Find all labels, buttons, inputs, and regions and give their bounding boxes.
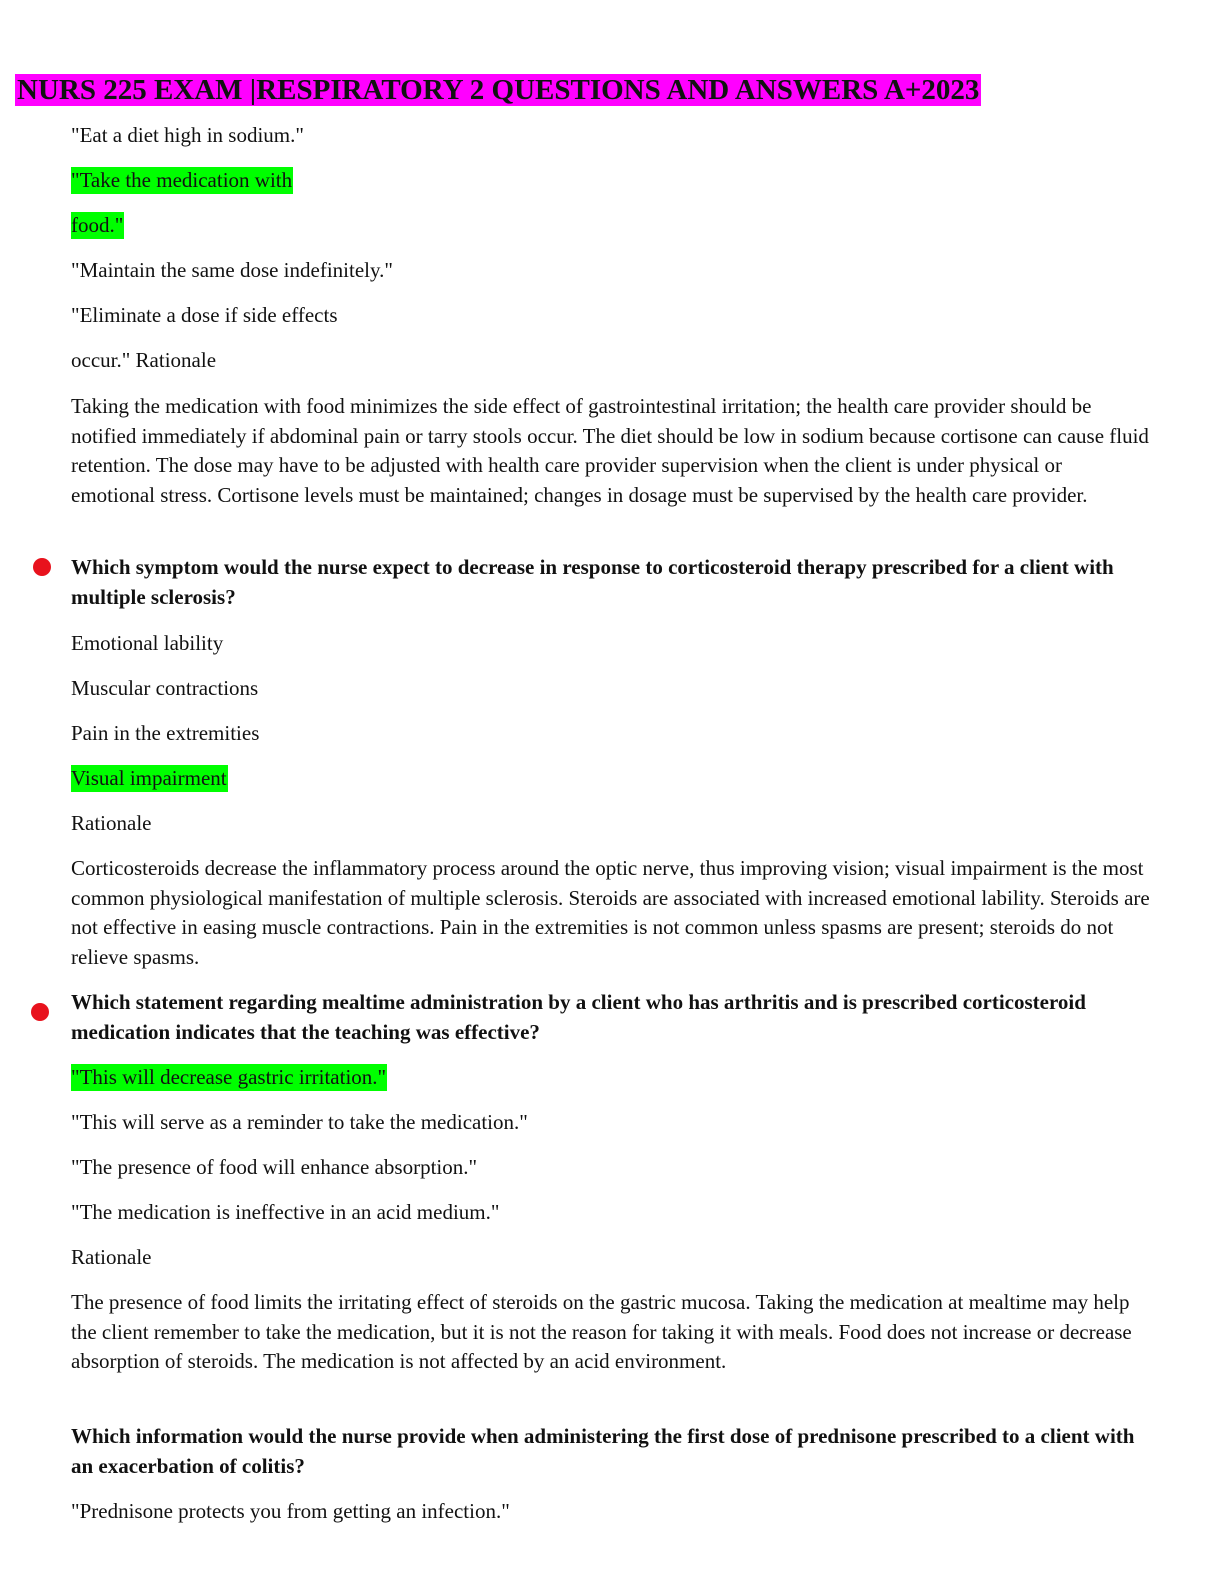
rationale-text: Taking the medication with food minimizes the side effect of gastrointestinal irritation; the health care provider should be notified immediately if abdominal pain or tarry stools occur. The diet should be low in sodium because cortisone can cause fluid retention. The dose may have to be adjusted with health care provider supervision when the client is under physical or emotional stress. Cortisone levels must be maintained; changes in dosage must be supervised by the health care provider. (71, 394, 1149, 507)
answer-option-correct: "This will decrease gastric irritation." (71, 1065, 387, 1089)
red-dot-icon (33, 558, 51, 576)
answer-option: Muscular contractions (71, 676, 259, 700)
answer-option: "Maintain the same dose indefinitely." (71, 258, 393, 282)
rationale-label: Rationale (71, 811, 152, 835)
answer-option: "Prednisone protects you from getting an infection." (71, 1499, 510, 1523)
answer-option-correct: "Take the medication with (71, 168, 293, 192)
answer-option-correct: food." (71, 213, 124, 237)
question-text: Which statement regarding mealtime administration by a client who has arthritis and is prescribed corticosteroid medication indicates that the teaching was effective? (71, 990, 1086, 1044)
rationale-label: Rationale (71, 1245, 152, 1269)
answer-option: Pain in the extremities (71, 721, 260, 745)
answer-option: "The presence of food will enhance absorption." (71, 1155, 478, 1179)
question-text: Which information would the nurse provide when administering the first dose of prednisone prescribed to a client with an exacerbation of colitis? (71, 1424, 1135, 1478)
question-text: Which symptom would the nurse expect to decrease in response to corticosteroid therapy prescribed for a client with multiple sclerosis? (71, 555, 1114, 609)
answer-option: "Eat a diet high in sodium." (71, 123, 304, 147)
answer-option-correct: Visual impairment (71, 766, 227, 790)
answer-option: Emotional lability (71, 631, 224, 655)
answer-option: "Eliminate a dose if side effects (71, 303, 338, 327)
answer-option: "This will serve as a reminder to take the medication." (71, 1110, 528, 1134)
document-title: NURS 225 EXAM |RESPIRATORY 2 QUESTIONS AND ANSWERS A+2023 (17, 74, 980, 106)
answer-option: occur." Rationale (71, 348, 217, 372)
answer-option: "The medication is ineffective in an acid medium." (71, 1200, 500, 1224)
rationale-text: The presence of food limits the irritating effect of steroids on the gastric mucosa. Taking the medication at mealtime may help the client remember to take the medication, but it is not the reason for taking it with meals. Food does not increase or decrease absorption of steroids. The medication is not affected by an acid environment. (71, 1290, 1132, 1373)
red-dot-icon (31, 1003, 49, 1021)
rationale-text: Corticosteroids decrease the inflammatory process around the optic nerve, thus improving vision; visual impairment is the most common physiological manifestation of multiple sclerosis. Steroids are associated with increased emotional lability. Steroids are not effective in easing muscle contractions. Pain in the extremities is not common unless spasms are present; steroids do not relieve spasms. (71, 856, 1150, 969)
